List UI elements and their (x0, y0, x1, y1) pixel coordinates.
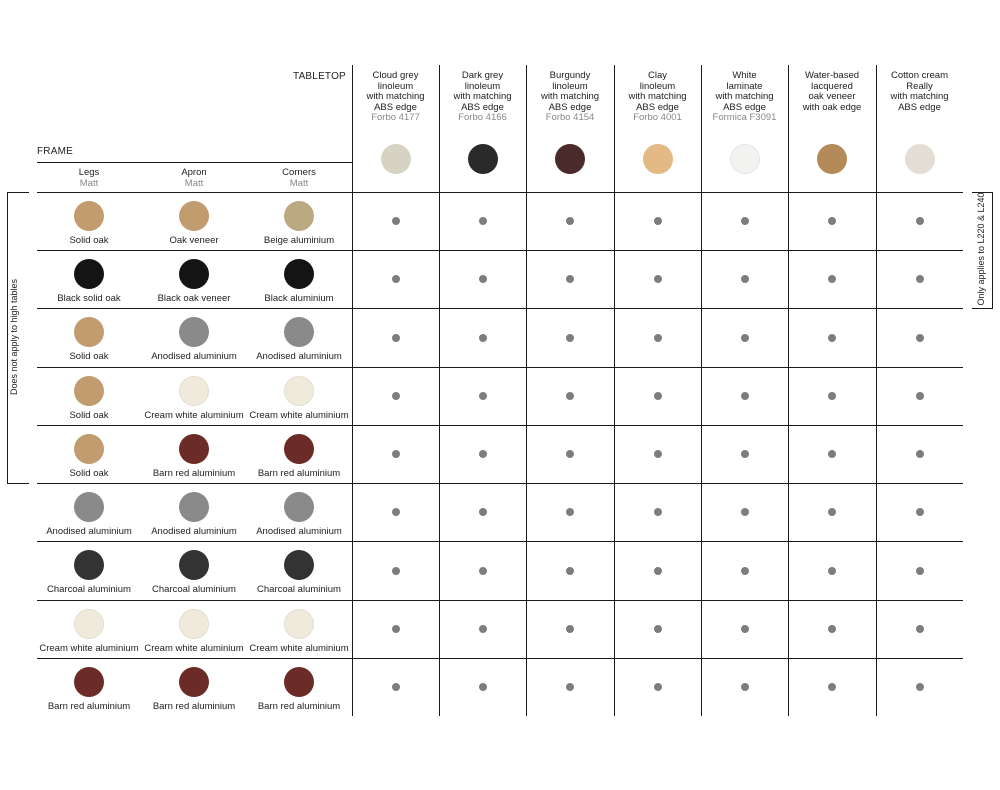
frame-finish-label: Charcoal aluminium (152, 584, 236, 595)
frame-finish-label: Black oak veneer (157, 293, 231, 304)
tabletop-name-line: White (732, 70, 757, 81)
availability-dot (916, 567, 924, 575)
frame-swatch (179, 434, 209, 464)
row-divider (37, 600, 963, 601)
availability-dot (916, 508, 924, 516)
frame-heading: FRAME (37, 146, 73, 157)
frame-swatch (284, 317, 314, 347)
tabletop-name-line: with matching (890, 91, 949, 102)
availability-dot (741, 683, 749, 691)
frame-finish-label: Cream white aluminium (144, 643, 244, 654)
frame-swatch (179, 376, 209, 406)
row-divider (37, 192, 963, 193)
availability-dot (828, 683, 836, 691)
tabletop-code: Formica F3091 (712, 112, 777, 123)
tabletop-option (789, 71, 875, 113)
availability-dot (479, 217, 487, 225)
availability-dot (916, 217, 924, 225)
tabletop-option (353, 71, 439, 124)
availability-dot (566, 392, 574, 400)
availability-dot (916, 334, 924, 342)
availability-dot (566, 275, 574, 283)
tabletop-name-line: with matching (628, 91, 687, 102)
availability-dot (741, 508, 749, 516)
availability-dot (566, 334, 574, 342)
availability-dot (828, 392, 836, 400)
column-divider (526, 65, 527, 716)
availability-dot (392, 217, 400, 225)
availability-dot (654, 625, 662, 633)
right-note: Only applies to L220 & L240 (976, 192, 986, 306)
tabletop-swatch (643, 144, 673, 174)
availability-dot (566, 567, 574, 575)
availability-dot (828, 567, 836, 575)
frame-finish-label: Anodised aluminium (46, 526, 132, 537)
frame-swatch (74, 434, 104, 464)
frame-finish-label: Solid oak (69, 468, 109, 479)
tabletop-swatch (381, 144, 411, 174)
availability-dot (916, 450, 924, 458)
frame-finish-label: Charcoal aluminium (47, 584, 131, 595)
row-divider (37, 541, 963, 542)
tabletop-code: Forbo 4166 (458, 112, 507, 123)
availability-dot (392, 275, 400, 283)
frame-column-finish: Matt (184, 178, 204, 189)
tabletop-name-line: with matching (715, 91, 774, 102)
availability-dot (654, 567, 662, 575)
availability-dot (916, 683, 924, 691)
frame-swatch (179, 259, 209, 289)
availability-dot (828, 450, 836, 458)
frame-finish-label: Barn red aluminium (47, 701, 131, 712)
frame-finish-label: Cream white aluminium (144, 410, 244, 421)
availability-dot (479, 450, 487, 458)
frame-finish-label: Anodised aluminium (256, 351, 342, 362)
availability-dot (654, 392, 662, 400)
availability-dot (479, 334, 487, 342)
availability-dot (479, 392, 487, 400)
frame-swatch (74, 259, 104, 289)
tabletop-name-line: laminate (726, 80, 763, 92)
frame-swatch (74, 550, 104, 580)
frame-finish-label: Barn red aluminium (257, 701, 341, 712)
frame-finish-label: Solid oak (69, 410, 109, 421)
frame-finish-label: Black solid oak (57, 293, 121, 304)
availability-dot (566, 217, 574, 225)
availability-dot (392, 450, 400, 458)
tabletop-name-line: ABS edge (461, 101, 504, 113)
frame-swatch (74, 667, 104, 697)
frame-swatch (284, 667, 314, 697)
tabletop-name-line: ABS edge (374, 101, 417, 113)
availability-dot (479, 683, 487, 691)
tabletop-name-line: with oak edge (802, 101, 862, 113)
frame-finish-label: Barn red aluminium (152, 468, 236, 479)
tabletop-name-line: with matching (453, 91, 512, 102)
tabletop-name-line: ABS edge (723, 101, 766, 113)
frame-swatch (179, 492, 209, 522)
tabletop-name-line: linoleum (552, 80, 588, 92)
frame-column-finish: Matt (79, 178, 99, 189)
availability-dot (741, 217, 749, 225)
row-divider (37, 308, 963, 309)
availability-dot (566, 625, 574, 633)
frame-finish-label: Cream white aluminium (249, 643, 349, 654)
left-note: Does not apply to high tables (9, 278, 19, 396)
frame-finish-label: Cream white aluminium (249, 410, 349, 421)
column-divider (701, 65, 702, 716)
tabletop-option (440, 71, 526, 124)
availability-dot (654, 450, 662, 458)
tabletop-name-line: lacquered (811, 80, 853, 92)
availability-dot (654, 334, 662, 342)
availability-dot (828, 508, 836, 516)
frame-swatch (74, 201, 104, 231)
tabletop-option (702, 71, 788, 124)
tabletop-name-line: Cloud grey (372, 70, 419, 81)
availability-dot (479, 275, 487, 283)
availability-dot (828, 334, 836, 342)
frame-finish-label: Beige aluminium (263, 235, 335, 246)
column-divider (439, 65, 440, 716)
availability-dot (654, 508, 662, 516)
column-divider (614, 65, 615, 716)
tabletop-name-line: Dark grey (461, 70, 504, 81)
frame-finish-label: Anodised aluminium (256, 526, 342, 537)
tabletop-name-line: Water-based (804, 70, 860, 81)
tabletop-name-line: ABS edge (636, 101, 679, 113)
availability-dot (392, 683, 400, 691)
availability-dot (741, 450, 749, 458)
availability-dot (479, 508, 487, 516)
frame-finish-label: Solid oak (69, 351, 109, 362)
frame-finish-label: Solid oak (69, 235, 109, 246)
availability-dot (392, 334, 400, 342)
column-divider (788, 65, 789, 716)
availability-dot (654, 217, 662, 225)
frame-swatch (284, 492, 314, 522)
row-divider (37, 658, 963, 659)
availability-dot (479, 625, 487, 633)
tabletop-option (527, 71, 613, 124)
tabletop-name-line: Cotton cream (890, 70, 949, 81)
availability-dot (392, 508, 400, 516)
availability-dot (741, 392, 749, 400)
availability-dot (916, 625, 924, 633)
availability-dot (566, 683, 574, 691)
availability-dot (741, 625, 749, 633)
tabletop-code: Forbo 4001 (633, 112, 682, 123)
tabletop-code: Forbo 4177 (371, 112, 420, 123)
tabletop-swatch (730, 144, 760, 174)
column-divider (876, 65, 877, 716)
tabletop-name-line: linoleum (639, 80, 676, 92)
tabletop-option (877, 71, 963, 113)
tabletop-name-line: ABS edge (898, 101, 941, 113)
frame-swatch (179, 317, 209, 347)
availability-dot (916, 392, 924, 400)
row-divider (37, 250, 963, 251)
row-divider (37, 425, 963, 426)
availability-dot (566, 450, 574, 458)
tabletop-name-line: ABS edge (548, 101, 592, 113)
tabletop-name-line: with matching (366, 91, 425, 102)
availability-dot (741, 334, 749, 342)
frame-swatch (284, 550, 314, 580)
frame-swatch (74, 609, 104, 639)
tabletop-name-line: Burgundy (549, 70, 591, 81)
frame-swatch (284, 259, 314, 289)
frame-column-label: Legs (78, 167, 100, 178)
frame-finish-label: Charcoal aluminium (257, 584, 341, 595)
column-divider (352, 65, 353, 716)
availability-dot (828, 625, 836, 633)
availability-dot (392, 392, 400, 400)
tabletop-heading: TABLETOP (293, 71, 346, 82)
frame-swatch (179, 609, 209, 639)
availability-dot (741, 567, 749, 575)
frame-swatch (74, 492, 104, 522)
frame-swatch (284, 376, 314, 406)
availability-dot (392, 567, 400, 575)
tabletop-swatch (905, 144, 935, 174)
availability-dot (479, 567, 487, 575)
frame-column-label: Apron (181, 167, 207, 178)
availability-dot (828, 275, 836, 283)
frame-finish-label: Barn red aluminium (152, 701, 236, 712)
availability-dot (566, 508, 574, 516)
frame-swatch (179, 667, 209, 697)
tabletop-name-line: linoleum (464, 80, 501, 92)
frame-swatch (179, 201, 209, 231)
frame-finish-label: Oak veneer (169, 235, 219, 246)
tabletop-name-line: Really (906, 80, 933, 92)
row-divider (37, 367, 963, 368)
row-divider (37, 483, 963, 484)
frame-swatch (74, 376, 104, 406)
availability-dot (828, 217, 836, 225)
frame-column-label: Corners (282, 167, 316, 178)
tabletop-name-line: Clay (647, 70, 667, 81)
frame-swatch (179, 550, 209, 580)
tabletop-swatch (468, 144, 498, 174)
tabletop-name-line: with matching (540, 91, 600, 102)
frame-swatch (284, 609, 314, 639)
tabletop-name-line: linoleum (377, 80, 414, 92)
frame-finish-label: Barn red aluminium (257, 468, 341, 479)
frame-finish-label: Anodised aluminium (151, 351, 237, 362)
availability-dot (654, 275, 662, 283)
tabletop-code: Forbo 4154 (545, 112, 595, 123)
frame-finish-label: Cream white aluminium (39, 643, 139, 654)
frame-swatch (74, 317, 104, 347)
availability-dot (392, 625, 400, 633)
frame-finish-label: Black aluminium (264, 293, 334, 304)
frame-column-finish: Matt (289, 178, 309, 189)
frame-header-divider (37, 162, 352, 163)
availability-dot (741, 275, 749, 283)
frame-swatch (284, 201, 314, 231)
availability-dot (916, 275, 924, 283)
tabletop-name-line: oak veneer (808, 91, 856, 102)
tabletop-swatch (555, 144, 585, 174)
tabletop-option (615, 71, 701, 124)
frame-finish-label: Anodised aluminium (151, 526, 237, 537)
frame-swatch (284, 434, 314, 464)
tabletop-swatch (817, 144, 847, 174)
availability-dot (654, 683, 662, 691)
